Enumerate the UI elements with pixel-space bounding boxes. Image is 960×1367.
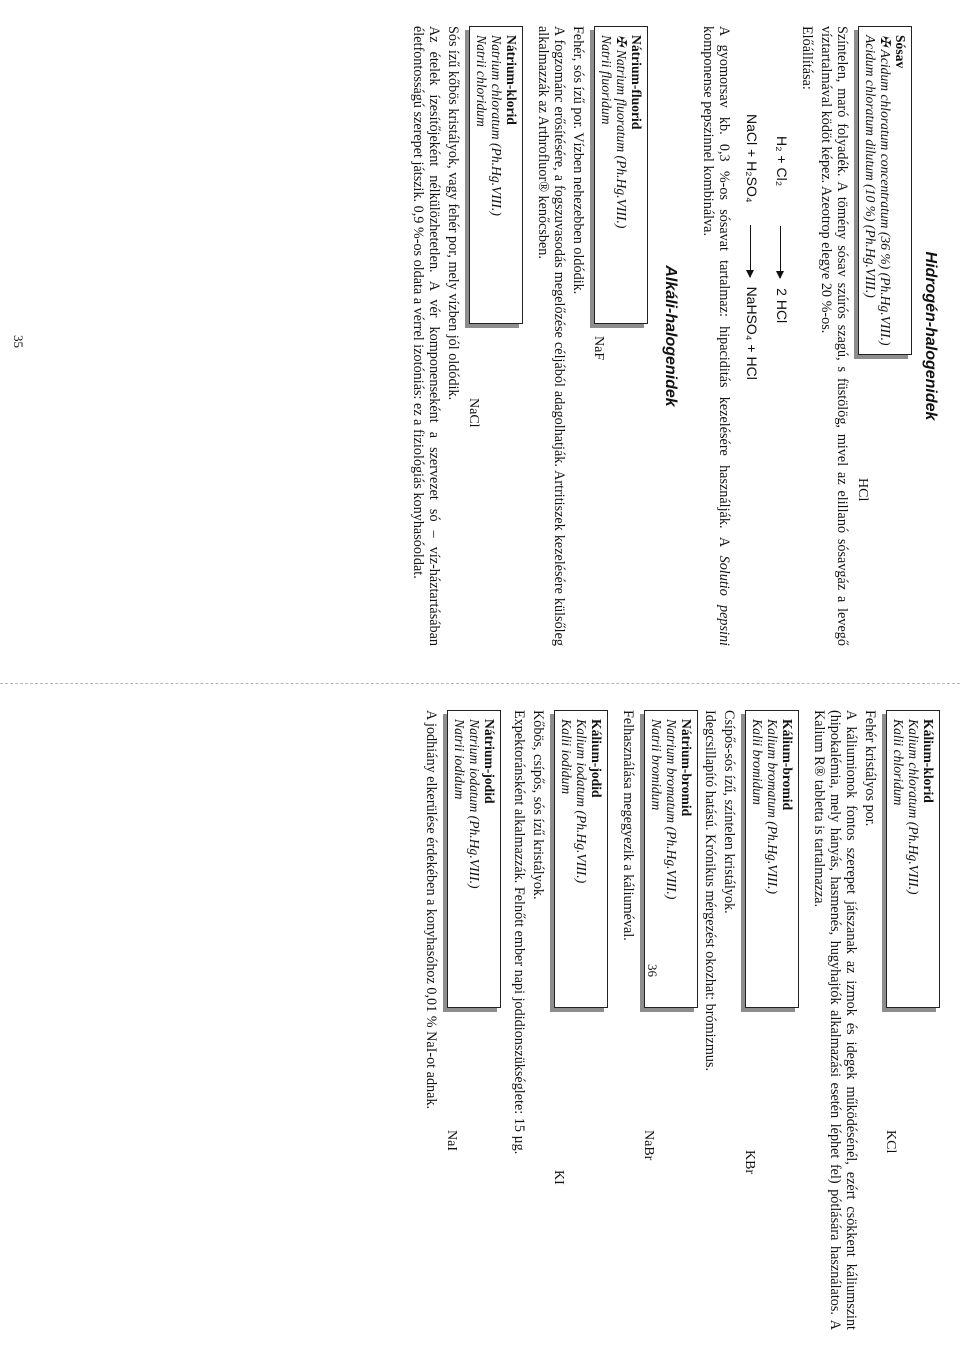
page-number: 36 bbox=[645, 964, 660, 977]
paragraph: Sós ízű kőbös kristályok, vagy fehér por, mely vízben jól oldódik. bbox=[445, 26, 461, 401]
chemical-formula: KBr bbox=[742, 1150, 757, 1175]
latin-name-2: Kalii bromidum bbox=[750, 719, 765, 805]
latin-name-1: Natrium chloratum (Ph.Hg.VIII.) bbox=[489, 35, 504, 216]
entry-naf bbox=[591, 26, 648, 646]
paragraph: Fehér, sós ízű por. Vízben nehezebben oldódik. bbox=[570, 26, 586, 295]
monograph-box-ki bbox=[554, 710, 608, 1008]
entry-kbr bbox=[742, 710, 799, 1330]
page-35 bbox=[0, 0, 960, 683]
paragraph: Kőbös, csípős, sós ízű kristályok. bbox=[530, 710, 546, 900]
latin-name-1: ✠ Natrium fluoratum (Ph.Hg.VIII.) bbox=[614, 35, 629, 229]
latin-name-1: ✠ Acidum chloratum concentratum (36 %) (Ph.Hg.VIII.) bbox=[878, 35, 893, 346]
chemical-formula: KCl bbox=[883, 1130, 898, 1154]
entry-sosav bbox=[855, 26, 912, 646]
latin-name-2: Natrii chloridum bbox=[474, 35, 489, 127]
paragraph: Az ételek ízesítőjeként nélkülözhetetlen. A vér komponenseként a szervezet só – víz-háztartásában életfontosságú szerepet játszik. 0,9 %-os oldata a vérrel izotóniás: ez a fiziológiás konyhasóoldat. bbox=[410, 26, 442, 646]
paragraph: A jodhiány elkerülése érdekében a konyhasóhoz 0,01 % NaI-ot adnak. bbox=[423, 710, 439, 1110]
page-35-content bbox=[407, 26, 938, 646]
entry-name: Nátrium-fluorid bbox=[629, 35, 644, 130]
text-run: komponense pepszinnel kombinálva. bbox=[700, 26, 716, 237]
entry-name: Kálium-bromid bbox=[780, 719, 795, 811]
latin-name-2: Kalii iodidum bbox=[559, 719, 574, 795]
latin-name-1: Kalium chloratum (Ph.Hg.VIII.) bbox=[906, 719, 921, 895]
page-36-content bbox=[420, 710, 940, 1330]
chemical-formula: HCl bbox=[855, 478, 870, 502]
monograph-box-nacl bbox=[469, 26, 523, 324]
reactants: H₂ + Cl₂ bbox=[774, 136, 790, 187]
chemical-formula: NaI bbox=[444, 1130, 459, 1151]
paragraph bbox=[700, 26, 732, 646]
paragraph: Idegcsillapító hatású. Krónikus mérgezést okozhat: brómizmus. bbox=[702, 710, 718, 1072]
chemical-formula: NaBr bbox=[641, 1130, 656, 1161]
page-36-half bbox=[0, 684, 960, 1367]
entry-nacl bbox=[466, 26, 523, 646]
paragraph: A káliumionok fontos szerepet játszanak az izmok és idegek működésénél, ezért csökkent káliumszint (hipokalémia, mely hányás, hasmenés, hugyhajtók alkalmazási esetén léphet fel) pótlására használatos. A Kalium R® tabletta is tartalmazza. bbox=[811, 710, 859, 1330]
entry-name: Kálium-jodid bbox=[589, 719, 604, 798]
chemical-formula: NaF bbox=[591, 336, 606, 361]
latin-name-1: Kalium iodatum (Ph.Hg.VIII.) bbox=[574, 719, 589, 884]
paragraph: Színtelen, maró folyadék. A tömény sósav szúrós szagú, s füstölög, mivel az elillanó sósavgáz a levegő víztartalmával ködöt képez. Azeotrop elegye 20 %-os. bbox=[818, 26, 850, 646]
text-run: A gyomorsav kb. 0,3 %-os sósavat tartalmaz: hipaciditás kezelésére használják. A bbox=[716, 26, 732, 556]
section-title-alkali-halides: Alkáli-halogenidek bbox=[662, 265, 679, 407]
entry-name: Kálium-klorid bbox=[921, 719, 936, 803]
latin-name-2: Natrii fluoridum bbox=[599, 35, 614, 125]
latin-name-1: Natrium iodatum (Ph.Hg.VIII.) bbox=[467, 719, 482, 889]
latin-name-2: Acidum chloratum dilutum (10 %) (Ph.Hg.VIII.) bbox=[863, 35, 878, 298]
entry-name: Nátrium-bromid bbox=[679, 719, 694, 817]
reaction-equations bbox=[732, 26, 796, 646]
page-36 bbox=[0, 684, 960, 1367]
paragraph: Felhasználása megegyezik a káliuméval. bbox=[620, 710, 636, 941]
arrow-icon bbox=[750, 225, 751, 277]
entry-name: Sósav bbox=[893, 35, 908, 69]
latin-name-1: Kalium bromatum (Ph.Hg.VIII.) bbox=[765, 719, 780, 895]
latin-name-2: Natrii bromidum bbox=[649, 719, 664, 811]
paragraph: Csípős-sós ízű, színtelen kristályok. bbox=[721, 710, 737, 914]
entry-nabr bbox=[641, 710, 698, 1330]
text-run-italic: Solutio pepsini bbox=[716, 555, 732, 646]
arrow-icon bbox=[780, 226, 781, 278]
chemical-formula: KI bbox=[551, 1170, 566, 1185]
entry-name: Nátrium-jodid bbox=[482, 719, 497, 804]
section-title-hydrogen-halides: Hidrogén-halogenidek bbox=[922, 251, 939, 421]
monograph-box-nai bbox=[447, 710, 501, 1008]
monograph-box-naf bbox=[594, 26, 648, 324]
page-number: 35 bbox=[11, 335, 26, 348]
monograph-box-kbr bbox=[745, 710, 799, 1008]
latin-name-2: Kalii chloridum bbox=[891, 719, 906, 806]
monograph-box-sosav bbox=[858, 26, 912, 355]
reactants: NaCl + H₂SO₄ bbox=[744, 114, 760, 203]
entry-nai bbox=[444, 710, 501, 1330]
chemical-formula: NaCl bbox=[466, 398, 481, 428]
reaction-equation-1 bbox=[774, 136, 790, 323]
monograph-box-kcl bbox=[886, 710, 940, 1008]
paragraph: A fogzománc erősítésére, a fogszuvasodás megelőzése céljából adagolhatják. Artritiszek kezelésére külsőleg alkalmazzák az Arthrofluor® kenőcsben. bbox=[535, 26, 567, 646]
reaction-equation-2 bbox=[744, 114, 760, 380]
page-35-half bbox=[0, 0, 960, 683]
entry-name: Nátrium-klorid bbox=[504, 35, 519, 125]
products: 2 HCl bbox=[774, 288, 790, 324]
entry-ki bbox=[551, 710, 608, 1330]
paragraph: Expektoránsként alkalmazzák. Felnőtt ember napi jodidionszükséglete: 15 µg. bbox=[511, 710, 527, 1155]
latin-name-2: Natrii iodidum bbox=[452, 719, 467, 800]
products: NaHSO₄ + HCl bbox=[744, 286, 760, 380]
latin-name-1: Natrium bromatum (Ph.Hg.VIII.) bbox=[664, 719, 679, 900]
paragraph-label: Előállítása: bbox=[799, 26, 815, 90]
entry-kcl bbox=[883, 710, 940, 1330]
paragraph: Fehér kristályos por. bbox=[862, 710, 878, 827]
